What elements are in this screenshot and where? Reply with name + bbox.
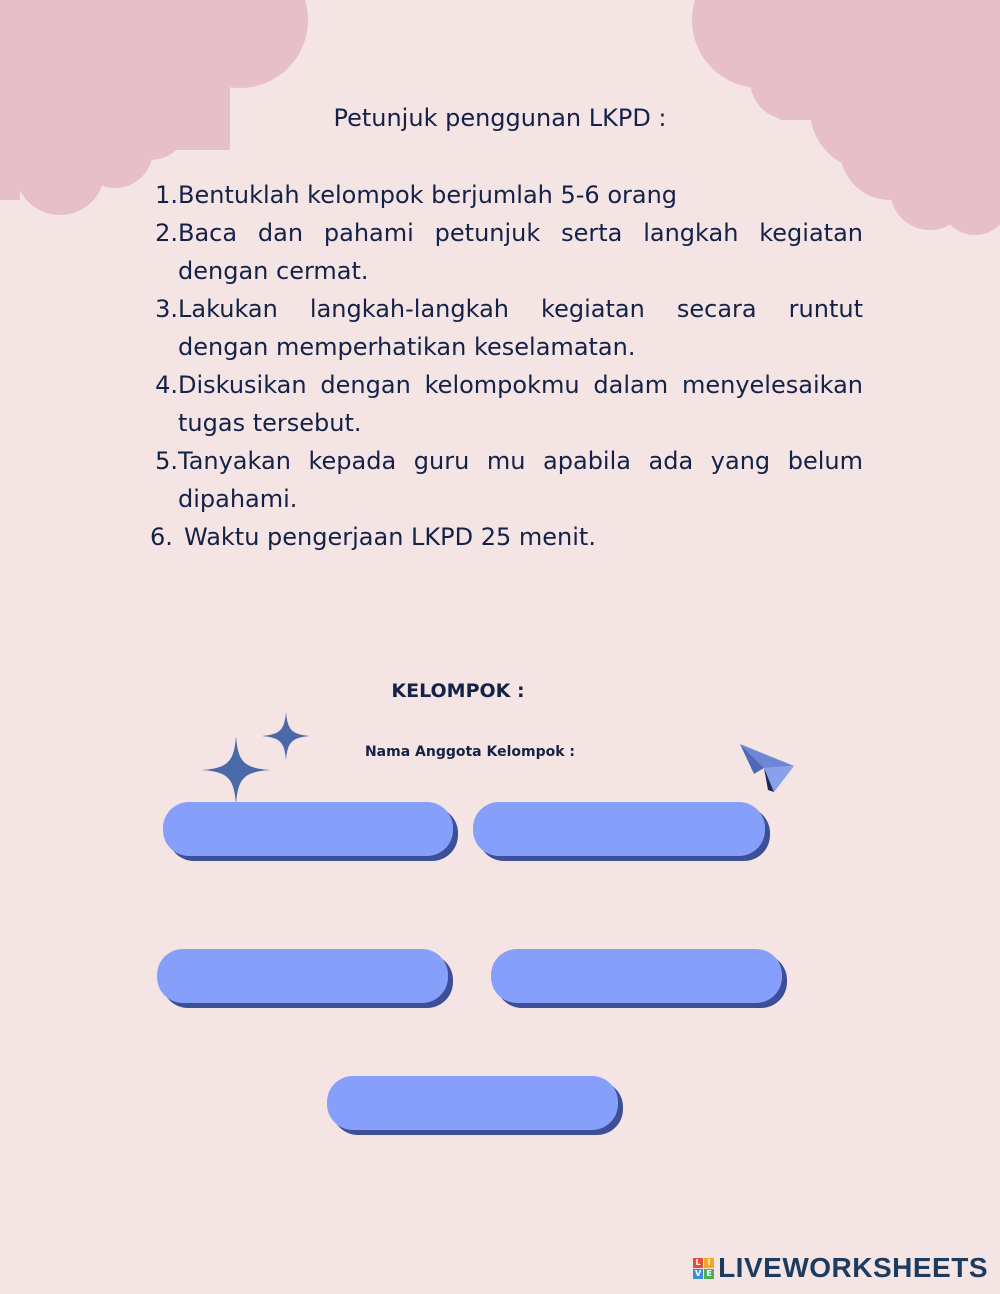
list-item: 3. Lakukan langkah-langkah kegiatan secara runtut dengan memperhatikan keselamatan. xyxy=(155,295,863,361)
list-item: 6. Waktu pengerjaan LKPD 25 menit. xyxy=(150,523,596,551)
list-item: 5. Tanyakan kepada guru mu apabila ada yang belum dipahami. xyxy=(155,447,863,513)
member-name-field-2[interactable] xyxy=(473,802,765,856)
member-name-field-1[interactable] xyxy=(163,802,453,856)
liveworksheets-watermark xyxy=(693,1252,988,1284)
page-title: Petunjuk penggunan LKPD : xyxy=(333,104,667,132)
member-name-field-5[interactable] xyxy=(327,1076,618,1130)
liveworksheets-logo-icon: L I V E xyxy=(693,1258,714,1279)
paper-plane-icon xyxy=(738,742,798,794)
list-item: 1. Bentuklah kelompok berjumlah 5-6 orang xyxy=(155,181,678,209)
members-label: Nama Anggota Kelompok : xyxy=(364,744,576,760)
group-label: KELOMPOK : xyxy=(391,680,525,702)
list-item: 4. Diskusikan dengan kelompokmu dalam menyelesaikan tugas tersebut. xyxy=(155,371,863,437)
member-name-field-3[interactable] xyxy=(157,949,448,1003)
watermark-text: LIVEWORKSHEETS xyxy=(718,1252,988,1283)
list-item: 2. Baca dan pahami petunjuk serta langkah kegiatan dengan cermat. xyxy=(155,219,863,285)
member-name-field-4[interactable] xyxy=(491,949,782,1003)
instruction-list xyxy=(150,176,863,556)
